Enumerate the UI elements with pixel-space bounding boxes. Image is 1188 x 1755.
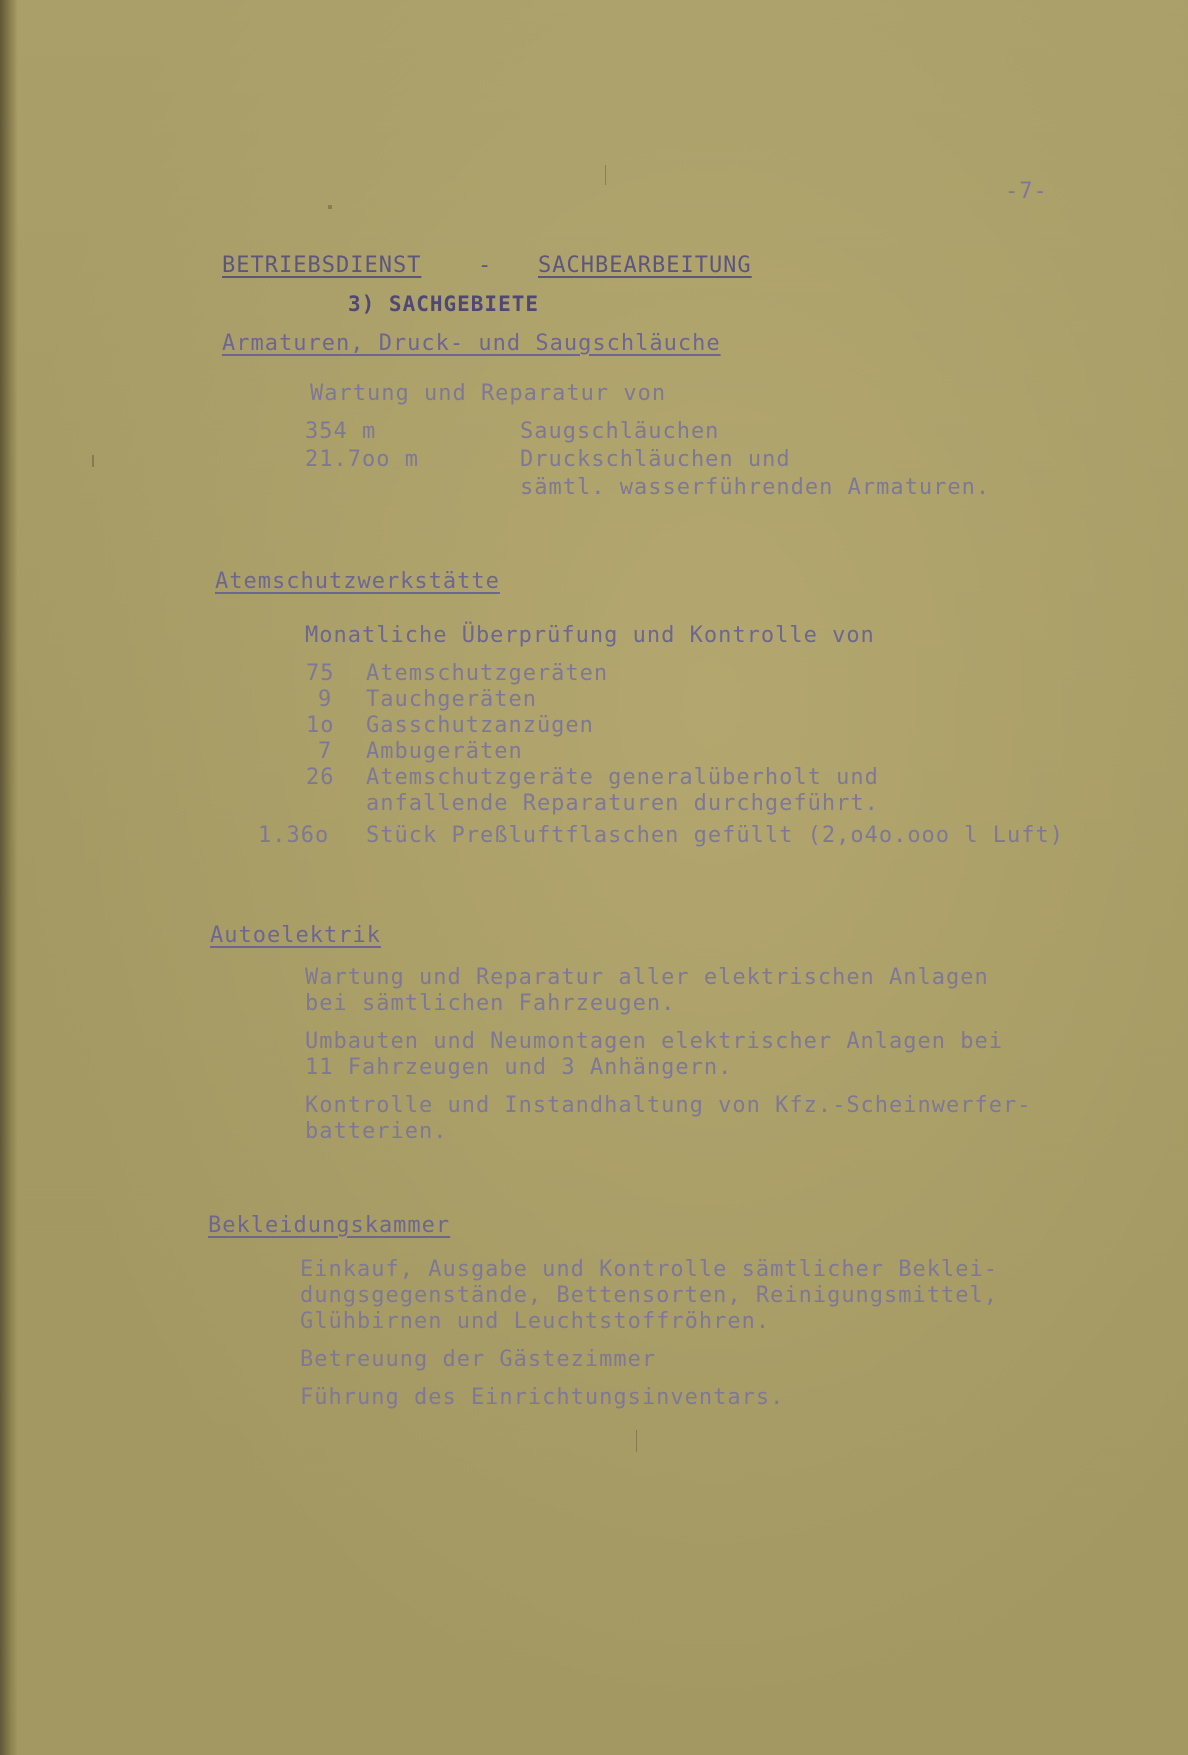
armaturen-qty-2: 21.7oo m bbox=[305, 447, 419, 472]
heading-armaturen: Armaturen, Druck- und Saugschläuche bbox=[222, 331, 721, 356]
atemschutz-qty-3: 1o bbox=[306, 713, 335, 738]
armaturen-text-2: Druckschläuchen und bbox=[520, 447, 791, 472]
armaturen-text-3: sämtl. wasserführenden Armaturen. bbox=[520, 475, 991, 500]
atemschutz-qty-5: 26 bbox=[306, 765, 335, 790]
atemschutz-text-7: Stück Preßluftflaschen gefüllt (2,o4o.ooo l Luft) bbox=[366, 823, 1065, 848]
paper-speck bbox=[605, 165, 606, 185]
atemschutz-text-4: Ambugeräten bbox=[366, 739, 523, 764]
atemschutz-qty-2: 9 bbox=[318, 687, 333, 712]
autoelektrik-para1-line1: Wartung und Reparatur aller elektrischen Anlagen bbox=[305, 965, 989, 990]
bekleidung-para2: Betreuung der Gästezimmer bbox=[300, 1347, 657, 1372]
autoelektrik-para2-line1: Umbauten und Neumontagen elektrischer Anlagen bei bbox=[305, 1029, 1004, 1054]
bekleidung-para1-line2: dungsgegenstände, Bettensorten, Reinigungsmittel, bbox=[300, 1283, 999, 1308]
atemschutz-qty-1: 75 bbox=[306, 661, 335, 686]
autoelektrik-para2-line2: 11 Fahrzeugen und 3 Anhängern. bbox=[305, 1055, 733, 1080]
page-number: -7- bbox=[1005, 179, 1048, 204]
header-department: BETRIEBSDIENST bbox=[222, 253, 422, 278]
paper-speck bbox=[92, 455, 94, 467]
atemschutz-text-1: Atemschutzgeräten bbox=[366, 661, 609, 686]
bekleidung-para1-line1: Einkauf, Ausgabe und Kontrolle sämtlicher Beklei- bbox=[300, 1257, 999, 1282]
paper-speck bbox=[636, 1430, 637, 1452]
atemschutz-text-3: Gasschutzanzügen bbox=[366, 713, 594, 738]
header-dash: - bbox=[478, 253, 493, 278]
bekleidung-para3: Führung des Einrichtungsinventars. bbox=[300, 1385, 785, 1410]
autoelektrik-para1-line2: bei sämtlichen Fahrzeugen. bbox=[305, 991, 676, 1016]
atemschutz-text-2: Tauchgeräten bbox=[366, 687, 537, 712]
atemschutz-text-5: Atemschutzgeräte generalüberholt und bbox=[366, 765, 879, 790]
atemschutz-qty-7: 1.36o bbox=[258, 823, 330, 848]
armaturen-intro: Wartung und Reparatur von bbox=[310, 381, 667, 406]
heading-bekleidungskammer: Bekleidungskammer bbox=[208, 1213, 451, 1238]
armaturen-text-1: Saugschläuchen bbox=[520, 419, 720, 444]
atemschutz-intro: Monatliche Überprüfung und Kontrolle von bbox=[305, 623, 875, 648]
page-binding-edge bbox=[0, 0, 18, 1755]
autoelektrik-para3-line2: batterien. bbox=[305, 1119, 448, 1144]
atemschutz-text-6: anfallende Reparaturen durchgeführt. bbox=[366, 791, 879, 816]
section-title: 3) SACHGEBIETE bbox=[348, 292, 540, 316]
heading-atemschutz: Atemschutzwerkstätte bbox=[215, 569, 500, 594]
heading-autoelektrik: Autoelektrik bbox=[210, 923, 381, 948]
header-subject: SACHBEARBEITUNG bbox=[538, 253, 752, 278]
bekleidung-para1-line3: Glühbirnen und Leuchtstoffröhren. bbox=[300, 1309, 771, 1334]
atemschutz-qty-4: 7 bbox=[318, 739, 333, 764]
paper-speck bbox=[328, 205, 332, 209]
autoelektrik-para3-line1: Kontrolle und Instandhaltung von Kfz.-Scheinwerfer- bbox=[305, 1093, 1032, 1118]
armaturen-qty-1: 354 m bbox=[305, 419, 377, 444]
